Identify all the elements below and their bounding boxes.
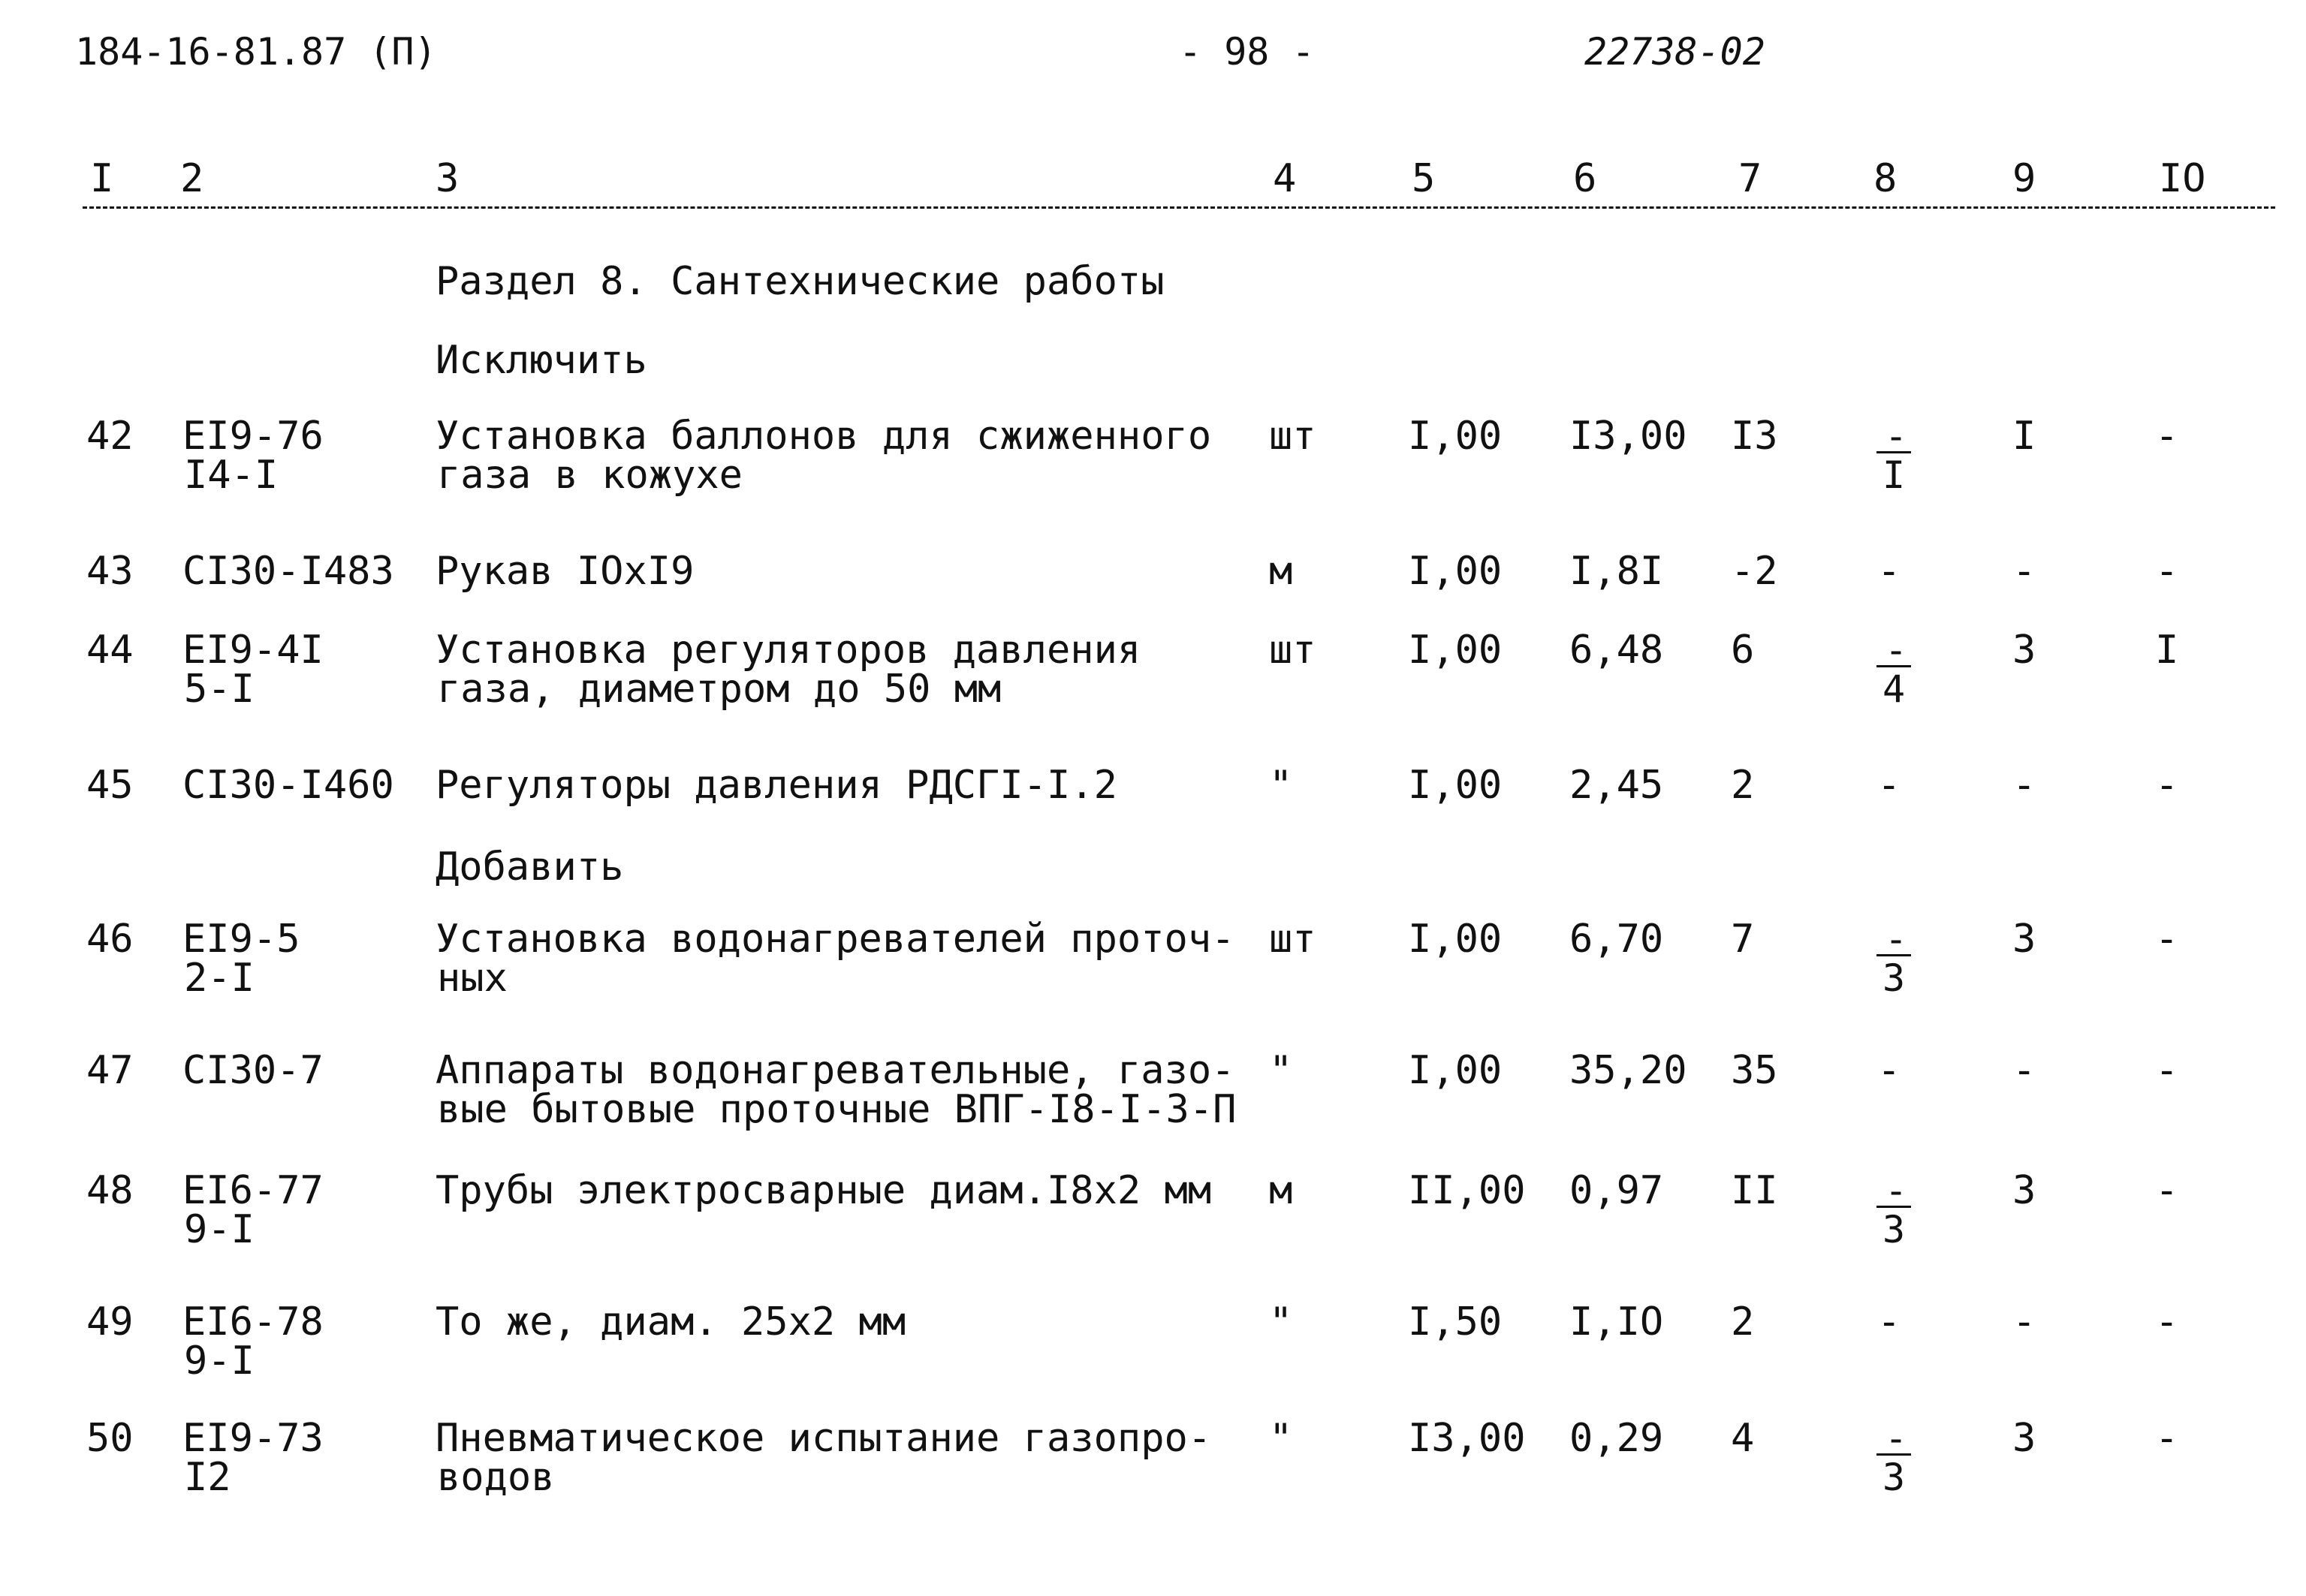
- unit-price: 0,29: [1569, 1416, 1664, 1461]
- quantity: I,50: [1408, 1299, 1503, 1345]
- row-number: 43: [86, 549, 134, 594]
- row-number: 50: [86, 1416, 134, 1461]
- quantity: I3,00: [1408, 1416, 1526, 1461]
- page-number: - 98 -: [1179, 30, 1315, 74]
- document-code: 184-16-81.87 (П): [75, 30, 437, 74]
- price-code: EI6-77: [182, 1168, 324, 1213]
- column-8-fraction: [1871, 917, 1916, 1000]
- work-name-line2: газа, диаметром до 50 мм: [437, 667, 1002, 712]
- total: 7: [1731, 917, 1755, 962]
- column-header-8: 8: [1873, 156, 1898, 201]
- column-8-fraction: [1871, 628, 1916, 711]
- total: 2: [1731, 1299, 1755, 1345]
- price-code: CI30-I483: [182, 549, 394, 594]
- row-number: 44: [86, 628, 134, 673]
- column-8-fraction: [1871, 1169, 1916, 1251]
- price-code: EI9-5: [182, 917, 300, 962]
- column-9-value: 3: [2012, 1168, 2036, 1213]
- unit-price: 0,97: [1569, 1168, 1664, 1213]
- total: 6: [1731, 628, 1755, 673]
- column-header-1: I: [90, 156, 114, 201]
- unit: шт: [1269, 628, 1316, 673]
- price-code-line2: I4-I: [184, 453, 279, 498]
- quantity: I,00: [1408, 414, 1503, 459]
- work-name: То же, диам. 25x2 мм: [436, 1299, 906, 1345]
- column-10-value: -: [2155, 414, 2179, 459]
- column-header-3: 3: [436, 156, 460, 201]
- work-name-line2: вые бытовые проточные ВПГ-I8-I-3-П: [437, 1087, 1237, 1132]
- work-name: Установка водонагревателей проточ-: [436, 917, 1235, 962]
- price-code: EI9-73: [182, 1416, 324, 1461]
- fraction-denominator: I: [1882, 453, 1906, 497]
- work-name: Рукав IOxI9: [436, 549, 695, 594]
- column-9-value: -: [2012, 1048, 2036, 1093]
- column-9-value: 3: [2012, 1416, 2036, 1461]
- work-name: Аппараты водонагревательные, газо-: [436, 1048, 1235, 1093]
- row-number: 47: [86, 1048, 134, 1093]
- work-name-line2: газа в кожухе: [437, 453, 743, 498]
- quantity: I,00: [1408, 628, 1503, 673]
- total: 35: [1731, 1048, 1778, 1093]
- unit: ": [1269, 1048, 1293, 1093]
- row-number: 45: [86, 763, 134, 808]
- quantity: I,00: [1408, 763, 1503, 808]
- column-8-fraction: [1871, 1417, 1916, 1499]
- unit: шт: [1269, 917, 1316, 962]
- quantity: II,00: [1408, 1168, 1526, 1213]
- total: I3: [1731, 414, 1778, 459]
- column-9-value: -: [2012, 1299, 2036, 1345]
- quantity: I,00: [1408, 549, 1503, 594]
- unit-price: I,8I: [1569, 549, 1664, 594]
- section-title: Раздел 8. Сантехнические работы: [436, 259, 1165, 304]
- unit-price: I,IO: [1569, 1299, 1664, 1345]
- work-name-line2: ных: [437, 956, 508, 1001]
- column-header-7: 7: [1738, 156, 1762, 201]
- total: 2: [1731, 763, 1755, 808]
- price-code-line2: I2: [184, 1455, 231, 1500]
- fraction-numerator: -: [1884, 414, 1904, 458]
- price-code: EI6-78: [182, 1299, 324, 1345]
- add-label: Добавить: [436, 845, 624, 890]
- column-header-9: 9: [2012, 156, 2036, 201]
- fraction-denominator: 4: [1882, 667, 1906, 711]
- price-code-line2: 9-I: [184, 1207, 255, 1252]
- price-code: EI9-76: [182, 414, 324, 459]
- work-name: Регуляторы давления РДСГI-I.2: [436, 763, 1117, 808]
- column-8-value: -: [1877, 549, 1901, 594]
- column-8-fraction: [1871, 414, 1916, 497]
- fraction-numerator: -: [1884, 1169, 1904, 1212]
- unit: ": [1269, 1416, 1293, 1461]
- work-name: Трубы электросварные диам.I8x2 мм: [436, 1168, 1212, 1213]
- total: II: [1731, 1168, 1778, 1213]
- column-10-value: I: [2155, 628, 2179, 673]
- column-header-4: 4: [1273, 156, 1297, 201]
- column-9-value: 3: [2012, 917, 2036, 962]
- work-name: Пневматическое испытание газопро-: [436, 1416, 1212, 1461]
- column-10-value: -: [2155, 1299, 2179, 1345]
- column-9-value: I: [2012, 414, 2036, 459]
- work-name-line2: водов: [437, 1455, 555, 1500]
- column-8-value: -: [1877, 763, 1901, 808]
- column-9-value: 3: [2012, 628, 2036, 673]
- row-number: 48: [86, 1168, 134, 1213]
- column-header-5: 5: [1412, 156, 1436, 201]
- fraction-numerator: -: [1884, 1417, 1904, 1460]
- header-rule: [83, 206, 2275, 209]
- work-name: Установка регуляторов давления: [436, 628, 1141, 673]
- column-10-value: -: [2155, 917, 2179, 962]
- price-code: CI30-I460: [182, 763, 394, 808]
- column-10-value: -: [2155, 763, 2179, 808]
- work-name: Установка баллонов для сжиженного: [436, 414, 1212, 459]
- fraction-numerator: -: [1884, 917, 1904, 961]
- document-number: 22738-02: [1584, 30, 1765, 74]
- total: 4: [1731, 1416, 1755, 1461]
- total: -2: [1731, 549, 1778, 594]
- column-10-value: -: [2155, 549, 2179, 594]
- unit-price: 6,48: [1569, 628, 1664, 673]
- row-number: 42: [86, 414, 134, 459]
- price-code-line2: 5-I: [184, 667, 255, 712]
- exclude-label: Исключить: [436, 338, 647, 383]
- quantity: I,00: [1408, 917, 1503, 962]
- price-code-line2: 2-I: [184, 956, 255, 1001]
- unit-price: 6,70: [1569, 917, 1664, 962]
- unit: шт: [1269, 414, 1316, 459]
- column-8-value: -: [1877, 1299, 1901, 1345]
- fraction-denominator: 3: [1882, 956, 1906, 1000]
- fraction-denominator: 3: [1882, 1456, 1906, 1499]
- unit-price: 2,45: [1569, 763, 1664, 808]
- column-10-value: -: [2155, 1416, 2179, 1461]
- unit: ": [1269, 763, 1293, 808]
- fraction-denominator: 3: [1882, 1208, 1906, 1251]
- row-number: 49: [86, 1299, 134, 1345]
- unit: ": [1269, 1299, 1293, 1345]
- column-10-value: -: [2155, 1168, 2179, 1213]
- price-code-line2: 9-I: [184, 1339, 255, 1384]
- column-8-value: -: [1877, 1048, 1901, 1093]
- fraction-numerator: -: [1884, 628, 1904, 672]
- column-10-value: -: [2155, 1048, 2179, 1093]
- unit: м: [1269, 1168, 1293, 1213]
- column-header-6: 6: [1573, 156, 1597, 201]
- column-header-10: IO: [2159, 156, 2206, 201]
- column-header-2: 2: [180, 156, 204, 201]
- column-9-value: -: [2012, 549, 2036, 594]
- row-number: 46: [86, 917, 134, 962]
- unit-price: I3,00: [1569, 414, 1687, 459]
- price-code: EI9-4I: [182, 628, 324, 673]
- unit: м: [1269, 549, 1293, 594]
- price-code: CI30-7: [182, 1048, 324, 1093]
- unit-price: 35,20: [1569, 1048, 1687, 1093]
- column-9-value: -: [2012, 763, 2036, 808]
- quantity: I,00: [1408, 1048, 1503, 1093]
